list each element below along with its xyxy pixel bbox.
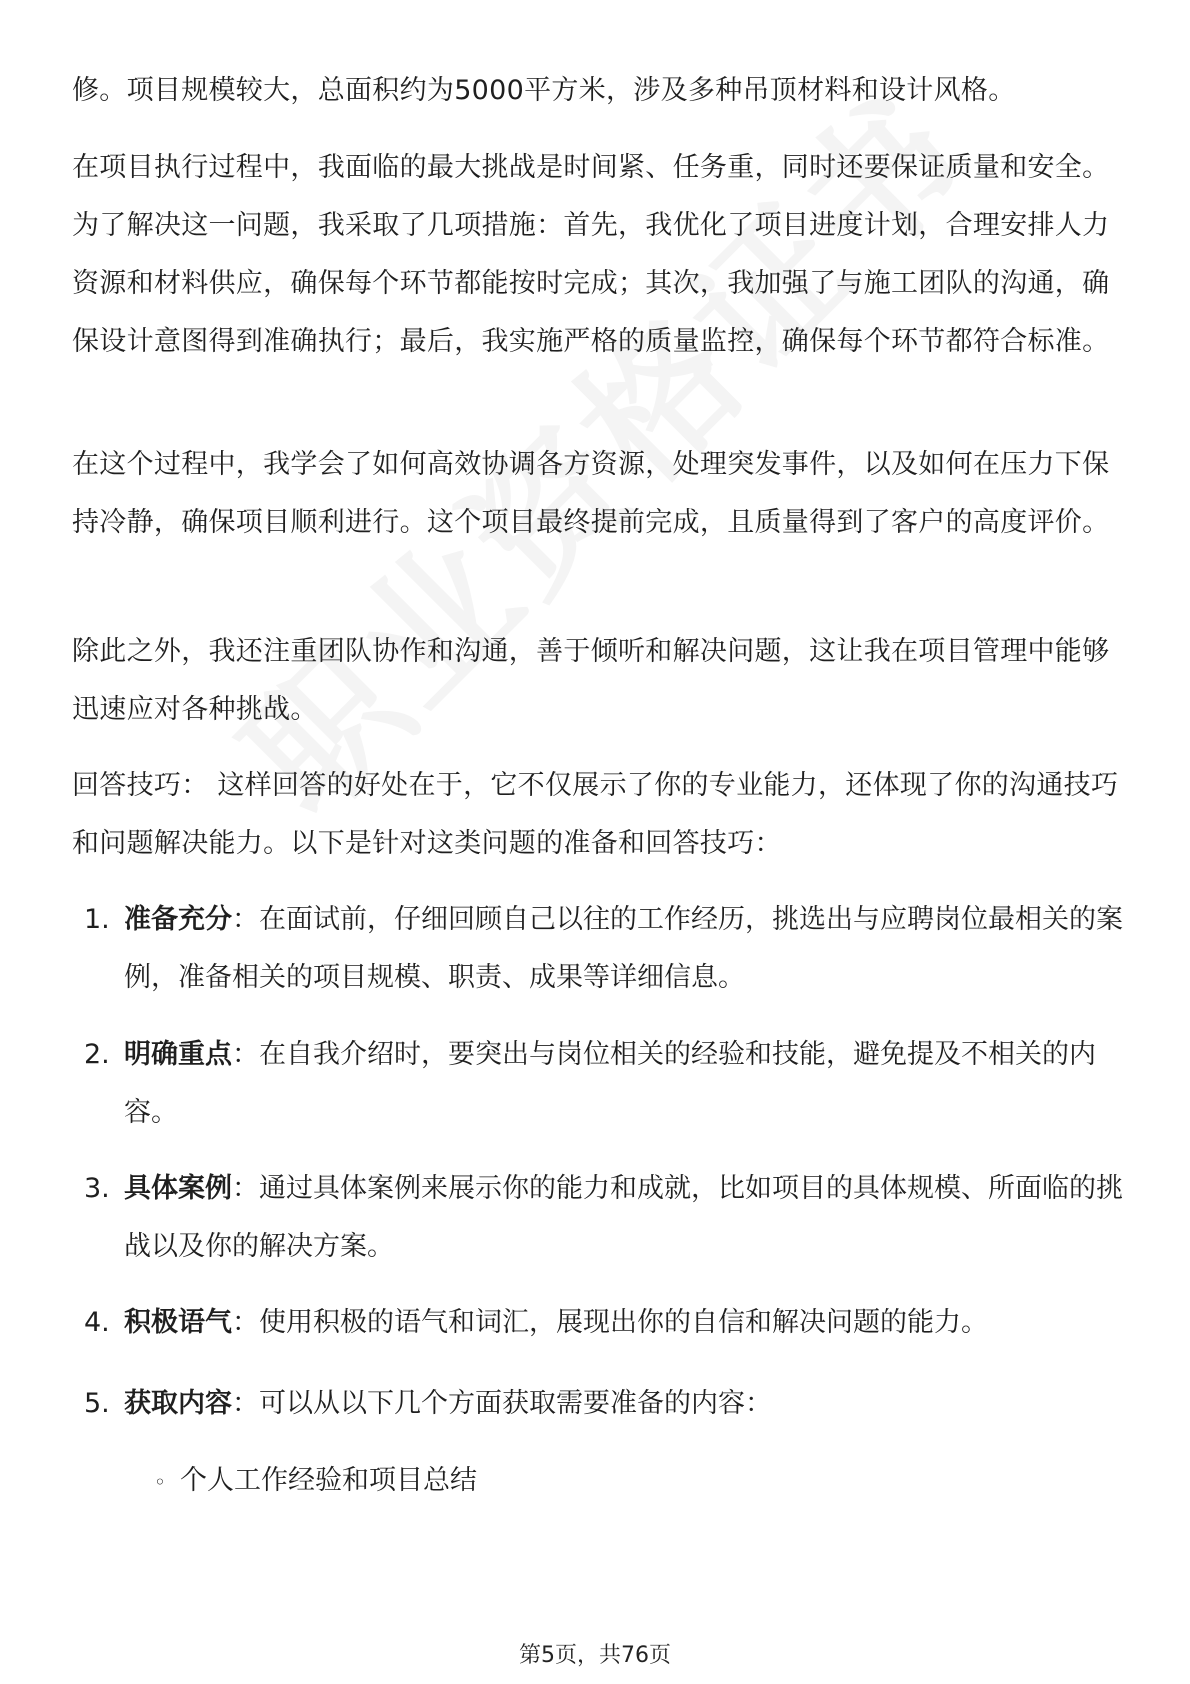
tip-text: ：使用积极的语气和词汇，展现出你的自信和解决问题的能力。 [232, 1307, 988, 1338]
bullet-icon: ◦ [154, 1470, 166, 1494]
tip-text: ：通过具体案例来展示你的能力和成就，比如项目的具体规模、所面临的挑战以及你的解决方案。 [124, 1173, 1123, 1262]
tip-text: ：在自我介绍时，要突出与岗位相关的经验和技能，避免提及不相关的内容。 [124, 1039, 1096, 1128]
paragraph-answer-tips: 回答技巧： 这样回答的好处在于，它不仅展示了你的专业能力，还体现了你的沟通技巧和问题解决能力。以下是针对这类问题的准备和回答技巧： [72, 770, 1119, 859]
tip-term: 获取内容 [124, 1388, 232, 1419]
tip-term: 积极语气 [124, 1307, 232, 1338]
paragraph-teamwork: 除此之外，我还注重团队协作和沟通，善于倾听和解决问题，这让我在项目管理中能够迅速应对各种挑战。 [72, 636, 1110, 725]
paragraph-project-scale: 修。项目规模较大，总面积约为5000平方米，涉及多种吊顶材料和设计风格。 [72, 75, 1016, 106]
tip-number: 1. [84, 904, 110, 935]
tip-term: 准备充分 [124, 904, 232, 935]
paragraph-lessons: 在这个过程中，我学会了如何高效协调各方资源，处理突发事件，以及如何在压力下保持冷静，确保项目顺利进行。这个项目最终提前完成，且质量得到了客户的高度评价。 [72, 449, 1110, 538]
paragraph-challenge: 在项目执行过程中，我面临的最大挑战是时间紧、任务重，同时还要保证质量和安全。为了解决这一问题，我采取了几项措施：首先，我优化了项目进度计划，合理安排人力资源和材料供应，确保每个环节都能按时完成；其次，我加强了与施工团队的沟通，确保设计意图得到准确执行；最后，我实施严格的质量监控，确保每个环节都符合标准。 [72, 152, 1110, 357]
tip-item [84, 1375, 1124, 1433]
tip-item [84, 1160, 1124, 1276]
tip-item [84, 1026, 1124, 1142]
page-number-footer: 第5页，共76页 [519, 1643, 671, 1668]
tip-number: 4. [84, 1307, 110, 1338]
tip-number: 5. [84, 1388, 110, 1419]
sub-list-item [154, 1452, 1054, 1511]
tip-term: 具体案例 [124, 1173, 232, 1204]
tip-text: ：在面试前，仔细回顾自己以往的工作经历，挑选出与应聘岗位最相关的案例，准备相关的项目规模、职责、成果等详细信息。 [124, 904, 1123, 993]
sub-item-text: 个人工作经验和项目总结 [180, 1465, 477, 1496]
tip-item [84, 1294, 1124, 1352]
tip-term: 明确重点 [124, 1039, 232, 1070]
tip-item [84, 891, 1124, 1007]
tip-number: 2. [84, 1039, 110, 1070]
tip-text: ：可以从以下几个方面获取需要准备的内容： [232, 1388, 772, 1419]
tip-number: 3. [84, 1173, 110, 1204]
